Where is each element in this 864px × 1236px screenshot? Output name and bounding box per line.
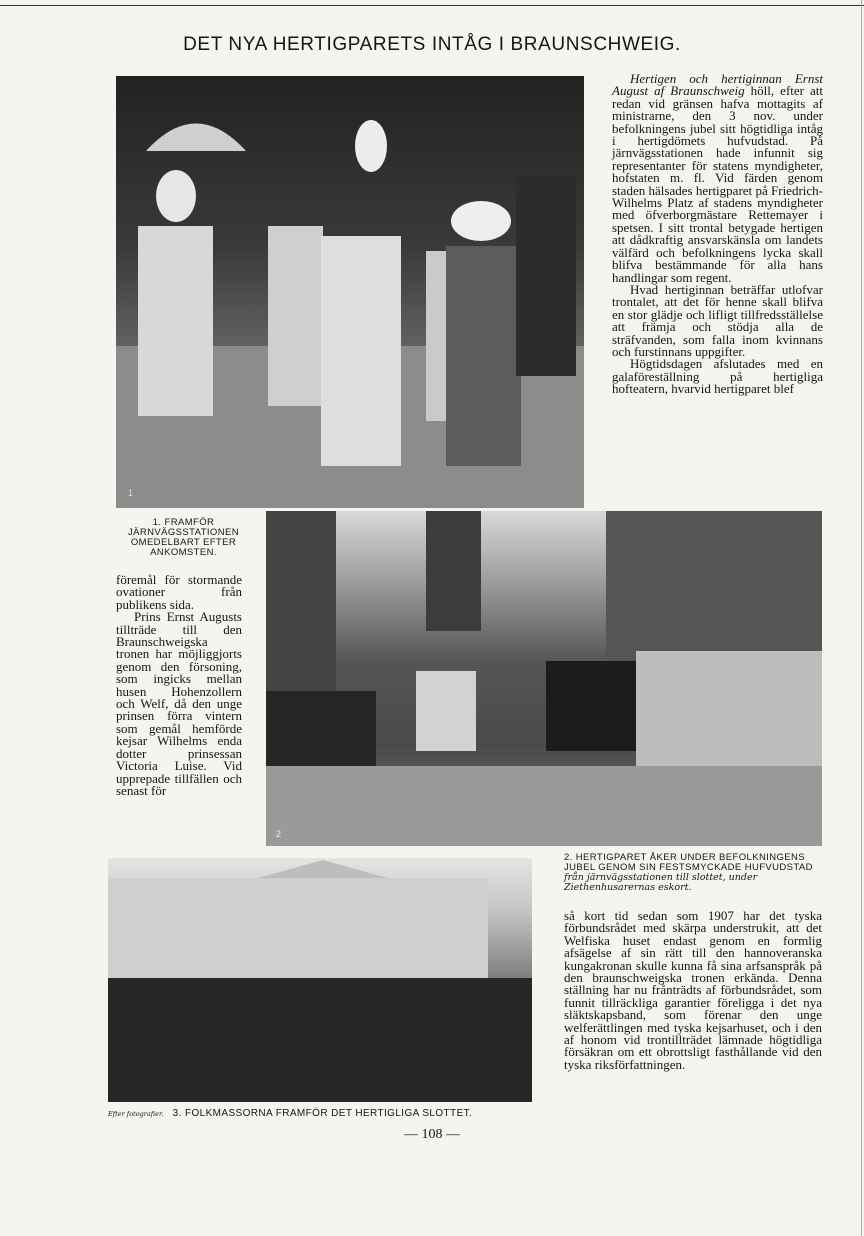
figure-1-number: 1.: [152, 517, 162, 528]
figure-1-caption: [116, 518, 251, 558]
figure-2-mark: 2: [276, 829, 282, 839]
top-rule: [0, 5, 864, 6]
figure-2-caption: [564, 853, 822, 893]
figure-2-number: 2.: [564, 852, 573, 863]
intro-text: höll, efter att redan vid gränsen hafva mottagits af ministrarne, den 3 nov. under befolkningens jubel sitt högtidliga intåg i hertigdömets hufvudstad. På järnvägsstationen hade infunnit sig representanter för statens myndigheter, hofstaten m. fl. Vid färden genom staden hälsades hertigparet på Friedrich-Wilhelms Platz af stadens myndigheter med öfverborgmästare Rettemayer i spetsen. I sitt trontal betygade hertigen att dådkraftig ansvarskänsla om landets välfärd och befolkningens lycka skall blifva bestämmande för alla hans handlingar som regent.: [612, 83, 823, 285]
paragraph-bundesrat: så kort tid sedan som 1907 har det tyska förbundsrådet med skärpa understrukit, att det Welfiska huset endast genom en formlig afsägelse af sin rätt till den hannoveranska kungakronan skulle kunna få sina arfsanspråk på den braunschweigska tronen erkända. Denna ställning har nu frånträdts af förbundsrådet, som funnit tillräckliga garantier föreligga i det nya släktskapsband, som förenar den unge welferättlingen med tyska kejsarhuset, och i den af honom vid trontillträdet lämnade högtidliga försäkran om ett obrottsligt fasthållande vid den tyska riksförfattningen.: [564, 908, 822, 1072]
photo-crowds-palace-illustration: [108, 858, 532, 1102]
right-edge-line: [861, 0, 862, 1236]
right-column-top: [612, 73, 823, 396]
photo-procession-illustration: [266, 511, 822, 846]
intro-italic: Hertigen och hertiginnan Ernst August af Braunschweig: [612, 71, 823, 99]
page-title: DET NYA HERTIGPARETS INTÅG I BRAUNSCHWEIG.: [183, 34, 681, 55]
left-column: [116, 574, 242, 797]
right-column-bottom: [564, 910, 822, 1071]
left-column-continuation: föremål för stormande ovationer från publikens sida.: [116, 572, 242, 612]
figure-2-caption-text: HERTIGPARET ÅKER UNDER BEFOLKNINGENS JUBEL GENOM SIN FESTSMYCKADE HUFVUDSTAD: [564, 852, 813, 873]
figure-3-credit: Efter fotografier.: [108, 1110, 164, 1118]
intro-paragraph: [612, 73, 823, 284]
paragraph-gala: Högtidsdagen afslutades med en galaföreställning på hertigliga hofteatern, hvarvid hertigparet blef: [612, 356, 823, 397]
left-column-paragraph: Prins Ernst Augusts tillträde till den Braunschweigska tronen har möjliggjorts genom den försoning, som ingicks mellan husen Hohenzollern och Welf, då den unge prinsen förra vintern som gemål hemförde kejsar Wilhelms enda dotter prinsessan Victoria Luise. Vid upprepade tillfällen och senast för: [116, 609, 242, 798]
photo-crowds-palace: [108, 858, 532, 1102]
figure-3-number: 3.: [172, 1108, 182, 1119]
figure-1-caption-text: FRAMFÖR JÄRNVÄGSSTATIONEN OMEDELBART EFTER ANKOMSTEN.: [128, 517, 239, 558]
figure-2-caption-italic: från järnvägsstationen till slottet, under Ziethenhusarernas eskort.: [564, 872, 758, 893]
photo-procession: [266, 511, 822, 846]
paragraph-duchess: Hvad hertiginnan beträffar utlofvar trontalet, att det för henne skall blifva en stor glädje och lifligt tillfredsställelse att främja och stödja alla de sträfvanden, som falla inom kvinnans och furstinnans uppgifter.: [612, 281, 823, 359]
photo-station-arrival-illustration: [116, 76, 584, 508]
photo-station-arrival: [116, 76, 584, 508]
figure-3-caption-text: FOLKMASSORNA FRAMFÖR DET HERTIGLIGA SLOTTET.: [184, 1108, 473, 1119]
page-number: — 108 —: [404, 1127, 460, 1142]
figure-3-caption: [108, 1109, 548, 1119]
figure-1-mark: 1: [128, 488, 134, 498]
